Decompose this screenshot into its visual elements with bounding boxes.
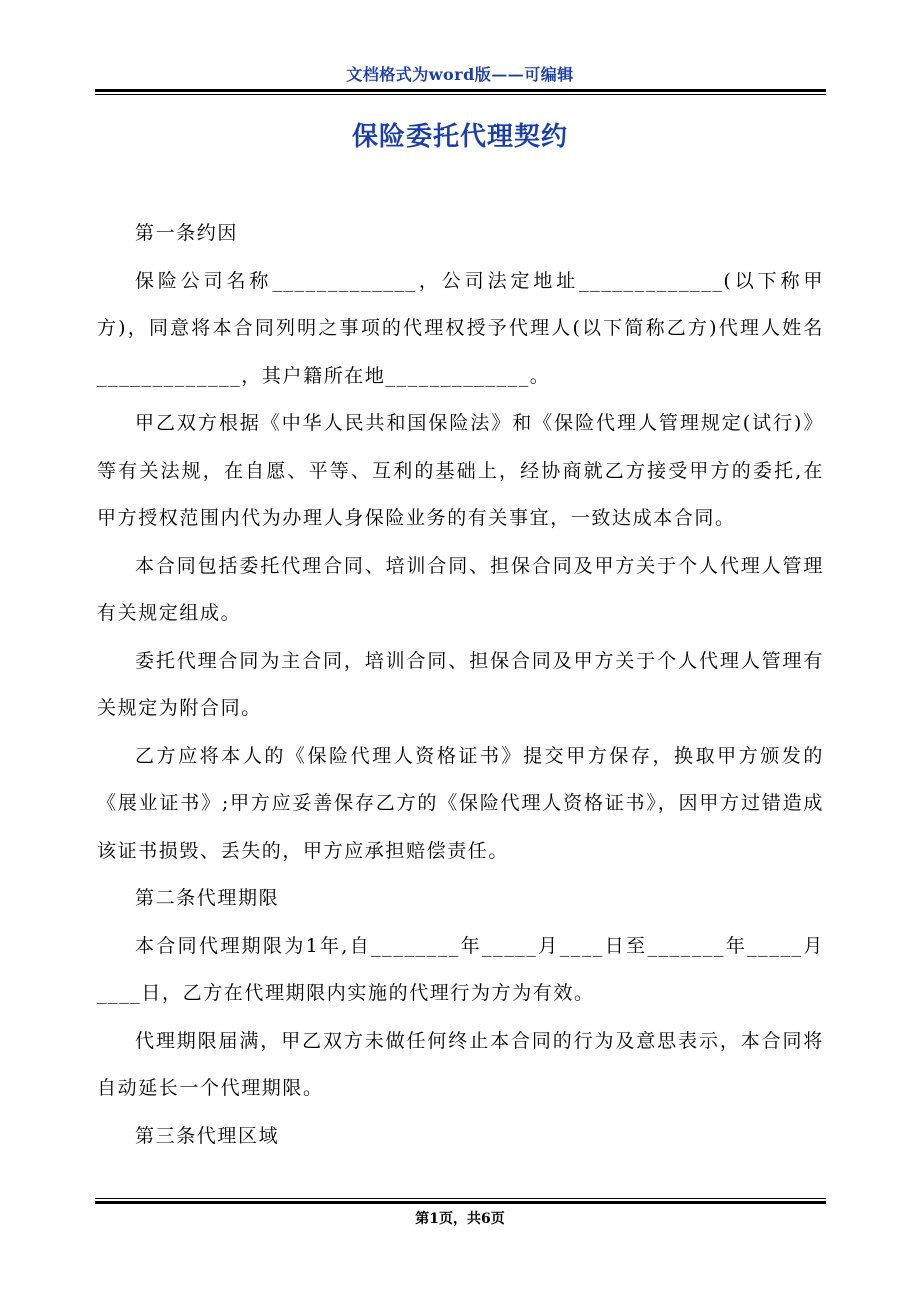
article-1-heading: 第一条约因	[135, 222, 239, 244]
paragraph-legal-basis: 甲乙双方根据《中华人民共和国保险法》和《保险代理人管理规定(试行)》等有关法规，在自愿、平等、互利的基础上，经协商就乙方接受甲方的委托,在甲方授权范围内代为办理人身保险业务的有关事宜，一致达成本合同。	[97, 412, 824, 529]
header-rule-thin	[95, 94, 826, 95]
paragraph-main-contract: 委托代理合同为主合同，培训合同、担保合同及甲方关于个人代理人管理有关规定为附合同。	[97, 649, 824, 719]
paragraph-term: 本合同代理期限为1年,自________年_____月____日至_______年_____月____日，乙方在代理期限内实施的代理行为方为有效。	[97, 934, 824, 1004]
paragraph-auto-extension: 代理期限届满，甲乙双方未做任何终止本合同的行为及意思表示，本合同将自动延长一个代理期限。	[97, 1029, 824, 1099]
article-3-heading: 第三条代理区域	[135, 1124, 280, 1147]
paragraph-contract-composition: 本合同包括委托代理合同、培训合同、担保合同及甲方关于个人代理人管理有关规定组成。	[97, 554, 824, 624]
document-title: 保险委托代理契约	[351, 122, 568, 152]
paragraph-certificate: 乙方应将本人的《保险代理人资格证书》提交甲方保存，换取甲方颁发的《展业证书》;甲方应妥善保存乙方的《保险代理人资格证书》，因甲方过错造成该证书损毁、丢失的，甲方应承担赔偿责任。	[97, 744, 824, 862]
document-header: 文档格式为word版——可编辑	[346, 65, 574, 84]
footer-rule-thin	[95, 1198, 826, 1199]
footer-rule-thick	[95, 1201, 826, 1204]
header-rule-thick	[95, 89, 826, 92]
article-2-heading: 第二条代理期限	[135, 887, 280, 909]
page-number: 第1页，共6页	[415, 1211, 505, 1227]
paragraph-parties: 保险公司名称_____________，公司法定地址_____________(以下称甲方)，同意将本合同列明之事项的代理权授予代理人(以下简称乙方)代理人姓名_____________，其户籍所在地_____________。	[97, 269, 824, 387]
document-body	[97, 210, 824, 1160]
